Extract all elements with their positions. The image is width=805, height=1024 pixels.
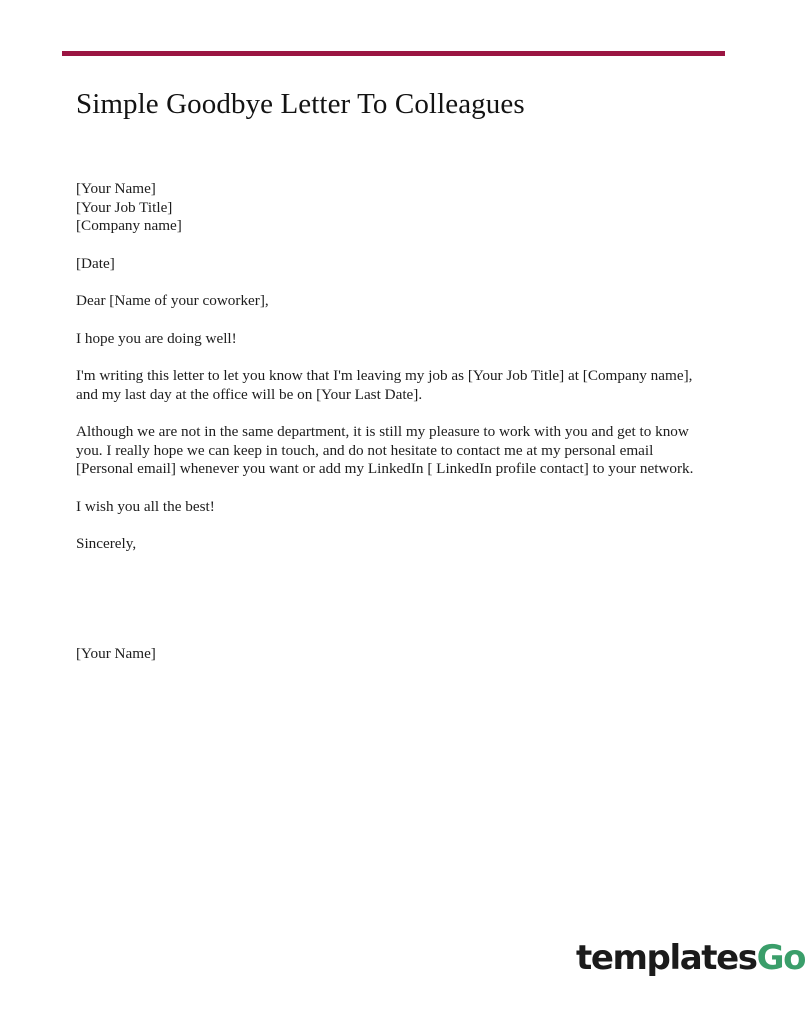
letter-document <box>76 86 710 663</box>
letter-paragraph-1: I'm writing this letter to let you know that I'm leaving my job as [Your Job Title] at [Company name], and my last day at the office will be on [Your Last Date]. <box>76 367 693 403</box>
letter-date: [Date] <box>76 254 115 272</box>
letter-well-wish: I wish you all the best! <box>76 497 215 515</box>
letter-closing: Sincerely, <box>76 535 137 553</box>
sender-job-title: [Your Job Title] <box>76 198 173 216</box>
page-title: Simple Goodbye Letter To Colleagues <box>76 88 525 120</box>
header-accent-rule <box>62 51 725 56</box>
templatesgo-logo <box>576 938 805 978</box>
letter-body <box>76 180 710 663</box>
logo-text-templates: templates <box>576 938 757 978</box>
signature-name: [Your Name] <box>76 644 156 662</box>
letter-salutation: Dear [Name of your coworker], <box>76 292 269 310</box>
letter-opening-line: I hope you are doing well! <box>76 329 237 347</box>
sender-address-block <box>76 180 710 236</box>
sender-company: [Company name] <box>76 217 182 235</box>
letter-paragraph-2: Although we are not in the same department, it is still my pleasure to work with you and get to know you. I really hope we can keep in touch, and do not hesitate to contact me at my personal email [Personal email] whenever you want or add my LinkedIn [ LinkedIn profile contact] to your network. <box>76 423 694 478</box>
sender-name: [Your Name] <box>76 180 156 198</box>
logo-text-go: Go <box>756 938 805 978</box>
signature-space <box>76 573 710 645</box>
